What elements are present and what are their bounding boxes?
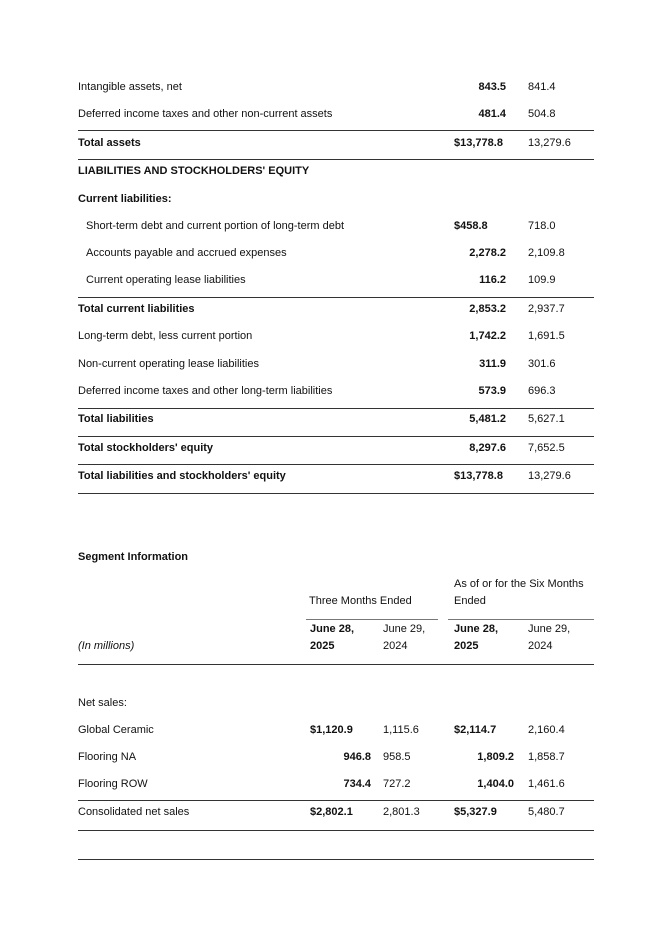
six-months-2024: 5,480.7 [528,806,565,818]
row-label: Current operating lease liabilities [86,274,246,286]
current-value: 843.5 [478,81,506,93]
current-value: 5,481.2 [469,413,506,425]
row-label: Total liabilities and stockholders' equity [78,470,286,482]
current-value: 2,853.2 [469,303,506,315]
prior-value: 301.6 [528,358,556,370]
prior-value: 5,627.1 [528,413,565,425]
six-months-2025: 1,809.2 [477,751,514,763]
column-header: June 28, [454,623,499,635]
three-months-header: Three Months Ended [309,595,412,607]
row-label: Deferred income taxes and other non-current assets [78,108,333,120]
row-label: Total assets [78,137,141,149]
divider [448,619,594,620]
current-value: 1,742.2 [469,330,506,342]
prior-value: 696.3 [528,385,556,397]
column-header-year: 2024 [528,640,553,652]
current-value: 2,278.2 [469,247,506,259]
six-months-header: As of or for the Six Months [454,578,584,590]
current-value: 573.9 [478,385,506,397]
three-months-2024: 2,801.3 [383,806,420,818]
prior-value: 718.0 [528,220,556,232]
current-value: 481.4 [478,108,506,120]
prior-value: 504.8 [528,108,556,120]
divider [78,800,594,801]
segment-row-label: Consolidated net sales [78,806,190,818]
divider [78,859,594,860]
segment-row-label: Flooring NA [78,751,137,763]
column-header-year: 2025 [454,640,479,652]
section-heading: LIABILITIES AND STOCKHOLDERS' EQUITY [78,165,310,177]
six-months-2024: 2,160.4 [528,724,565,736]
divider [78,493,594,494]
current-value: $458.8 [454,220,488,232]
three-months-2025: 734.4 [343,778,371,790]
divider [78,297,594,298]
divider [78,408,594,409]
row-label: Intangible assets, net [78,81,182,93]
prior-value: 2,937.7 [528,303,565,315]
current-value: $13,778.8 [454,470,503,482]
row-label: Accounts payable and accrued expenses [86,247,287,259]
prior-value: 13,279.6 [528,137,571,149]
divider [78,130,594,131]
row-label: Non-current operating lease liabilities [78,358,259,370]
current-value: $13,778.8 [454,137,503,149]
section-title: Segment Information [78,551,189,563]
divider [78,436,594,437]
three-months-2024: 727.2 [383,778,411,790]
current-value: 116.2 [479,274,506,286]
prior-value: 13,279.6 [528,470,571,482]
column-header-year: 2025 [310,640,335,652]
row-label: Total stockholders' equity [78,442,214,454]
row-label: Total liabilities [78,413,154,425]
prior-value: 841.4 [528,81,556,93]
three-months-2025: $2,802.1 [310,806,353,818]
six-months-2024: 1,858.7 [528,751,565,763]
segment-row-label: Flooring ROW [78,778,148,790]
three-months-2024: 958.5 [383,751,411,763]
six-months-2025: $5,327.9 [454,806,497,818]
three-months-2024: 1,115.6 [383,724,419,736]
three-months-2025: 946.8 [343,751,371,763]
prior-value: 2,109.8 [528,247,565,259]
divider [78,664,594,665]
divider [306,619,438,620]
units-label: (In millions) [78,640,135,652]
six-months-header-cont: Ended [454,595,486,607]
column-header: June 29, [528,623,571,635]
column-header: June 29, [383,623,426,635]
divider [78,159,594,160]
column-header-year: 2024 [383,640,408,652]
row-label: Total current liabilities [78,303,195,315]
row-label: Deferred income taxes and other long-term liabilities [78,385,333,397]
divider [78,830,594,831]
prior-value: 1,691.5 [528,330,565,342]
divider [78,464,594,465]
column-header: June 28, [310,623,355,635]
current-value: 311.9 [479,358,506,370]
six-months-2024: 1,461.6 [528,778,565,790]
prior-value: 7,652.5 [528,442,565,454]
six-months-2025: 1,404.0 [477,778,514,790]
net-sales-label: Net sales: [78,697,127,709]
prior-value: 109.9 [528,274,556,286]
segment-row-label: Global Ceramic [78,724,154,736]
subsection-heading: Current liabilities: [78,193,172,205]
row-label: Long-term debt, less current portion [78,330,253,342]
current-value: 8,297.6 [469,442,506,454]
row-label: Short-term debt and current portion of long-term debt [86,220,345,232]
three-months-2025: $1,120.9 [310,724,353,736]
six-months-2025: $2,114.7 [454,724,497,736]
